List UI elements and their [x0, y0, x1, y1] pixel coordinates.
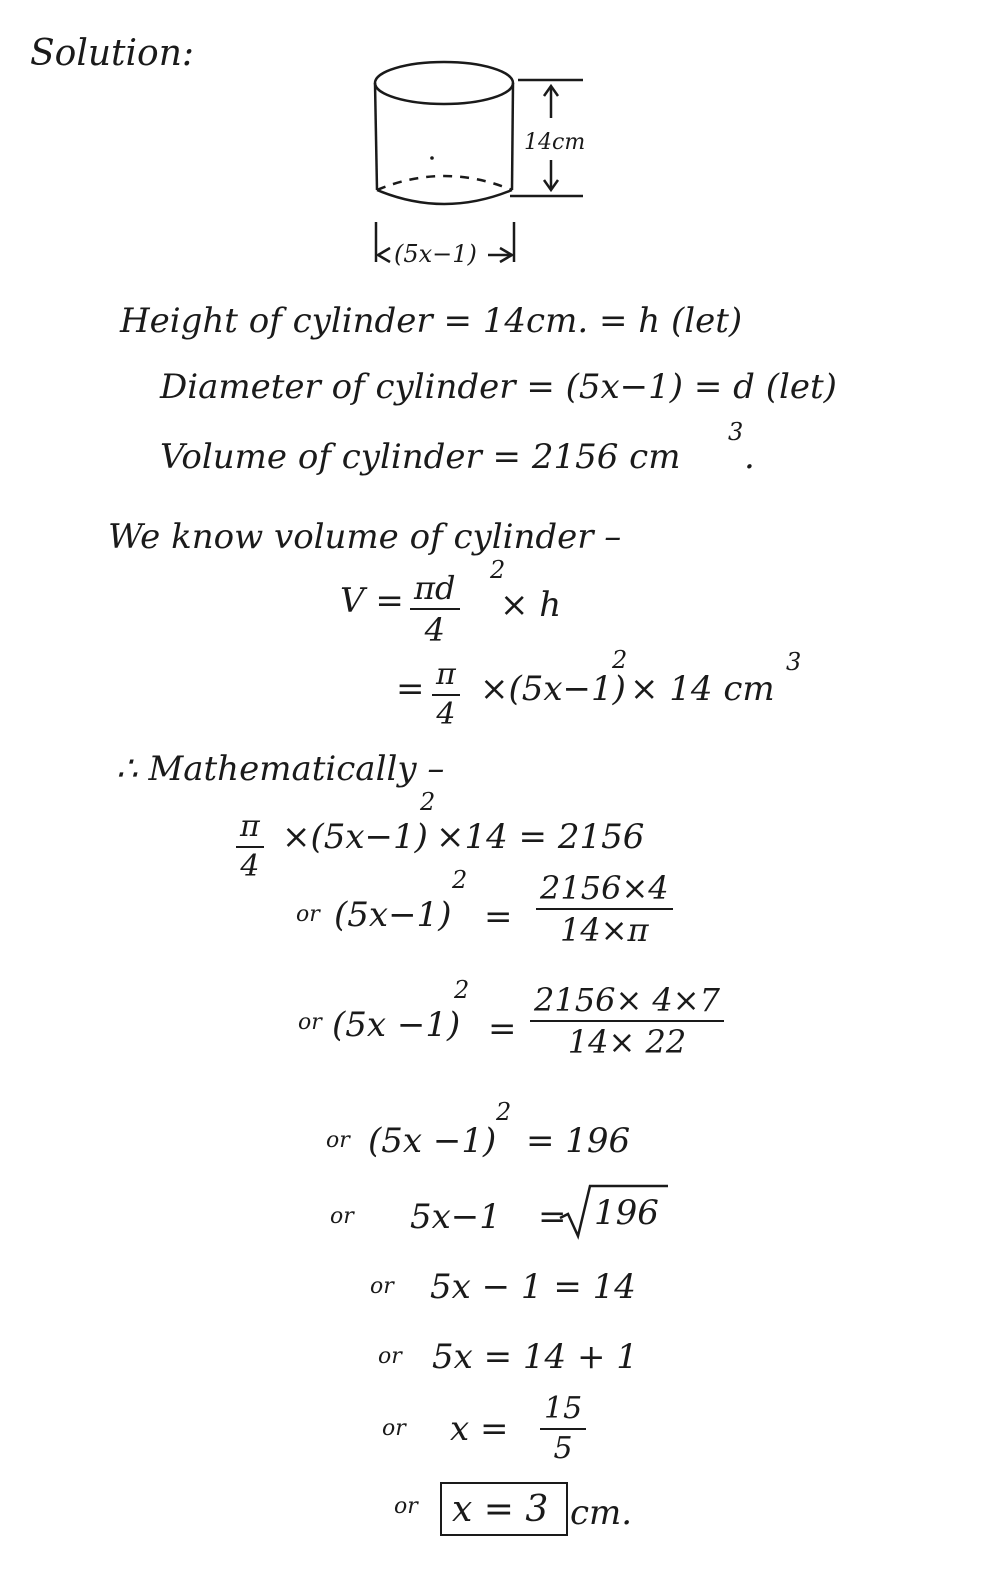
answer-unit: cm.	[570, 1493, 633, 1533]
step7: 5x = 14 + 1	[432, 1337, 638, 1377]
height-label: 14cm	[524, 130, 586, 155]
step8-fraction	[540, 1391, 586, 1466]
volume-statement: Volume of cylinder = 2156 cm	[160, 437, 681, 477]
step1-tail: ×14 = 2156	[436, 817, 645, 857]
step2-or: or	[296, 902, 320, 927]
formula-line2-unit-exponent: 3	[786, 648, 802, 676]
formula-line2-tail: × 14 cm	[630, 669, 775, 709]
step5-lhs: 5x−1	[410, 1197, 501, 1237]
formula-lhs: V =	[340, 581, 404, 621]
final-answer: x = 3	[452, 1489, 549, 1530]
cylinder-top	[375, 62, 513, 104]
step3-or: or	[298, 1010, 322, 1035]
step1-pi: π	[236, 812, 264, 848]
formula-line2-body: ×(5x−1)	[480, 669, 626, 709]
step1-fraction	[236, 809, 264, 884]
solution-heading: Solution:	[30, 33, 195, 74]
step8-or: or	[382, 1416, 406, 1441]
formula-line2-equals: =	[396, 669, 425, 709]
formula-intro: We know volume of cylinder –	[108, 517, 622, 557]
volume-unit-exponent: 3	[728, 418, 744, 446]
step8-denominator: 5	[553, 1431, 573, 1466]
formula-line2-pi: π	[432, 660, 460, 696]
step5-radicand: 196	[594, 1193, 659, 1233]
step5-equals: =	[538, 1197, 567, 1237]
step3-fraction	[530, 981, 724, 1061]
step2-lhs: (5x−1)	[334, 895, 452, 935]
volume-period: .	[744, 437, 755, 477]
step8-numerator: 15	[540, 1394, 586, 1430]
cylinder-left-side	[375, 83, 377, 190]
step2-equals: =	[484, 897, 513, 937]
step1-exponent: 2	[420, 788, 436, 816]
cylinder-diagram	[0, 0, 1000, 300]
formula-d-exponent: 2	[490, 556, 506, 584]
step4-rhs: = 196	[526, 1121, 631, 1161]
step3-equals: =	[488, 1009, 517, 1049]
formula-fraction	[410, 569, 460, 649]
diameter-statement: Diameter of cylinder = (5x−1) = d (let)	[160, 367, 837, 407]
step4-exponent: 2	[496, 1098, 512, 1126]
step3-numerator: 2156× 4×7	[530, 984, 724, 1022]
step6-or: or	[370, 1274, 394, 1299]
step2-numerator: 2156×4	[536, 872, 673, 910]
step2-exponent: 2	[452, 866, 468, 894]
arrow-head-left	[378, 248, 390, 262]
step9-or: or	[394, 1494, 418, 1519]
step2-fraction	[536, 869, 673, 949]
formula-line2-fraction	[432, 657, 460, 732]
formula-line2-four: 4	[436, 697, 456, 732]
step1-four: 4	[240, 849, 260, 884]
step3-denominator: 14× 22	[567, 1023, 687, 1061]
formula-numerator: πd	[410, 572, 460, 610]
cylinder-right-side	[512, 83, 513, 190]
step3-exponent: 2	[454, 976, 470, 1004]
step4-or: or	[326, 1128, 350, 1153]
step5-or: or	[330, 1204, 354, 1229]
step4-lhs: (5x −1)	[368, 1121, 497, 1161]
step2-denominator: 14×π	[560, 911, 649, 949]
step1-body: ×(5x−1)	[282, 817, 428, 857]
diameter-label: (5x−1)	[394, 240, 477, 268]
step3-lhs: (5x −1)	[332, 1005, 461, 1045]
formula-line2-exponent: 2	[612, 646, 628, 674]
step7-or: or	[378, 1344, 402, 1369]
cylinder-bottom-front	[377, 190, 512, 204]
formula-denominator: 4	[424, 611, 445, 649]
cylinder-bottom-back	[377, 176, 512, 190]
height-statement: Height of cylinder = 14cm. = h (let)	[120, 301, 743, 341]
step6: 5x − 1 = 14	[430, 1267, 636, 1307]
formula-tail: × h	[500, 585, 562, 625]
mathematically-label: ∴ Mathematically –	[116, 749, 445, 789]
step8-lhs: x =	[450, 1409, 509, 1449]
